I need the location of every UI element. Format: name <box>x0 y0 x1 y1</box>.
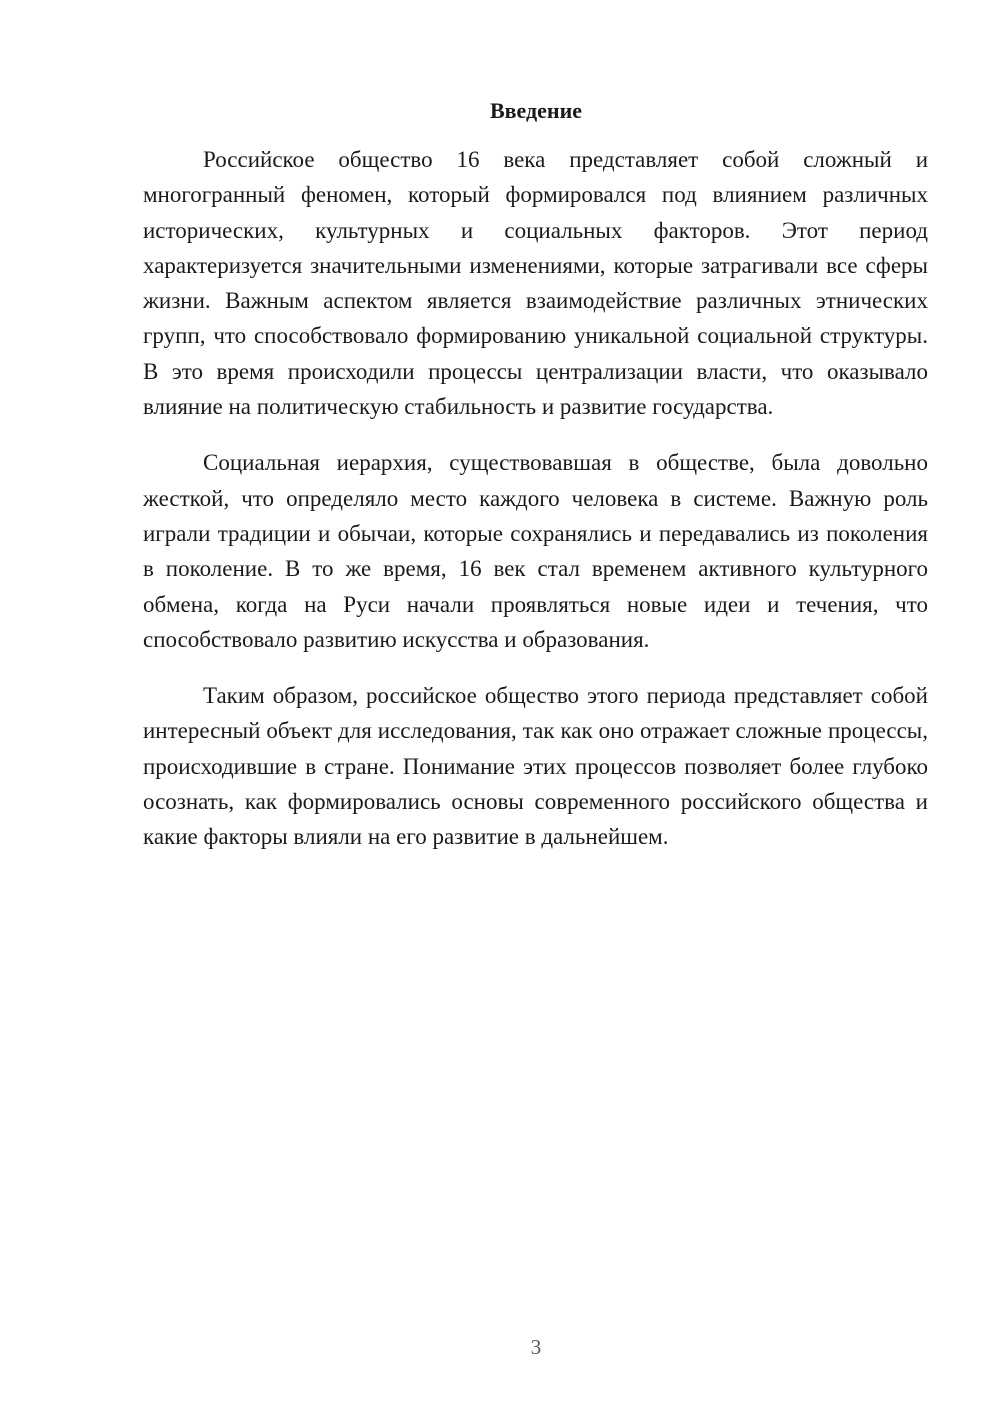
section-title: Введение <box>489 98 583 123</box>
page-number: 3 <box>530 1335 542 1359</box>
paragraph-3: Таким образом, российское общество этого периода представляет собой интересный объект для исследования, так как оно отражает сложные процессы, происходившие в стране. Понимание этих процессов позволяет более глубоко осознать, как формировались основы современного российского общества и какие факторы влияли на его развитие в дальнейшем. <box>143 683 928 850</box>
paragraph-1: Российское общество 16 века представляет собой сложный и многогранный феномен, который формировался под влиянием различных исторических, культурных и социальных факторов. Этот период характеризуется значительными изменениями, которые затрагивали все сферы жизни. Важным аспектом является взаимодействие различных этнических групп, что способствовало формированию уникальной социальной структуры. В это время происходили процессы централизации власти, что оказывало влияние на политическую стабильность и развитие государства. <box>143 147 928 420</box>
document-body <box>143 142 928 855</box>
paragraph-2: Социальная иерархия, существовавшая в обществе, была довольно жесткой, что определяло место каждого человека в системе. Важную роль играли традиции и обычаи, которые сохранялись и передавались из поколения в поколение. В то же время, 16 век стал временем активного культурного обмена, когда на Руси начали проявляться новые идеи и течения, что способствовало развитию искусства и образования. <box>143 450 928 652</box>
